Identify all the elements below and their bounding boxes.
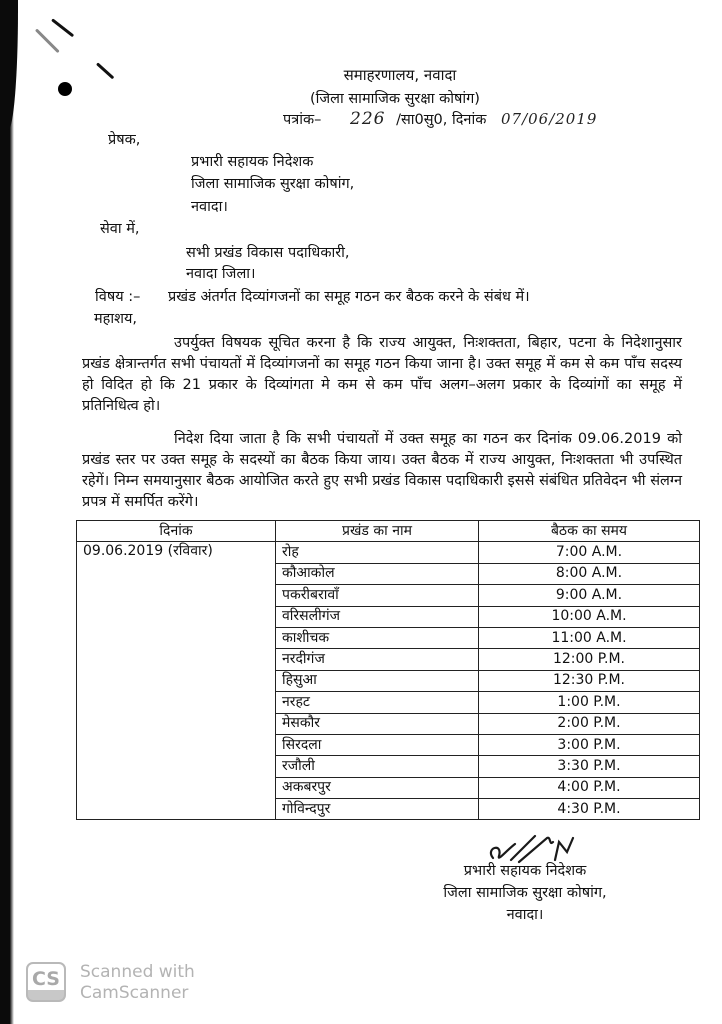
sender-label: प्रेषक, [108, 132, 141, 148]
block-name-cell: कौआकोल [276, 563, 479, 584]
block-name-cell: अकबरपुर [276, 777, 479, 798]
column-header-time: बैठक का समय [479, 521, 700, 542]
meeting-time-cell: 4:00 P.M. [479, 777, 700, 798]
block-name-cell: हिसुआ [276, 670, 479, 691]
table-header-row [77, 521, 700, 542]
block-name-cell: गोविन्दपुर [276, 799, 479, 820]
meeting-time-cell: 3:00 P.M. [479, 734, 700, 755]
subject-text: प्रखंड अंतर्गत दिव्यांगजनों का समूह गठन कर बैठक करने के संबंध में। [168, 289, 530, 305]
meeting-time-cell: 2:00 P.M. [479, 713, 700, 734]
scan-edge-shadow-top [0, 0, 18, 130]
recipient-label: सेवा में, [100, 221, 140, 237]
meeting-schedule-table [76, 520, 700, 820]
date-cell: 09.06.2019 (रविवार) [77, 542, 276, 820]
camscanner-logo-text: CS [32, 968, 60, 990]
block-name-cell: नरहट [276, 692, 479, 713]
signatory-line: नवादा। [506, 907, 544, 923]
paragraph-text: उपर्युक्त विषयक सूचित करना है कि राज्य आयुक्त, निःशक्तता, बिहार, पटना के निदेशानुसार प्रखंड क्षेत्रान्तर्गत सभी पंचायतों में दिव्यांगजनों का समूह गठन किया जाना है। उक्त समूह में कम से कम पाँच सदस्य हो विदित हो कि 21 प्रकार के दिव्यांगता मे कम से कम पाँच अलग–अलग प्रकार के दिव्यांगों का समूह में प्रतिनिधित्व हो। [82, 335, 682, 414]
meeting-time-cell: 1:00 P.M. [479, 692, 700, 713]
meeting-time-cell: 3:30 P.M. [479, 756, 700, 777]
meeting-time-cell: 7:00 A.M. [479, 542, 700, 563]
table-row [77, 542, 700, 563]
meeting-time-cell: 12:30 P.M. [479, 670, 700, 691]
body-paragraph [82, 333, 682, 417]
block-name-cell: नरदीगंज [276, 649, 479, 670]
table-body [77, 542, 700, 820]
sender-line: जिला सामाजिक सुरक्षा कोषांग, [191, 176, 355, 192]
recipient-line: सभी प्रखंड विकास पदाधिकारी, [186, 245, 350, 261]
block-name-cell: मेसकौर [276, 713, 479, 734]
block-name-cell: रजौली [276, 756, 479, 777]
letter-suffix: /सा0सु0, दिनांक [396, 112, 487, 128]
signatory-line: जिला सामाजिक सुरक्षा कोषांग, [443, 885, 607, 901]
scan-edge-shadow [0, 0, 14, 1024]
block-name-cell: वरिसलीगंज [276, 606, 479, 627]
block-name-cell: काशीचक [276, 627, 479, 648]
block-name-cell: पकरीबरावाँ [276, 585, 479, 606]
paragraph-text: निदेश दिया जाता है कि सभी पंचायतों में उक्त समूह का गठन कर दिनांक 09.06.2019 को प्रखंड स्तर पर उक्त समूह के सदस्यों का बैठक किया जाय। उक्त बैठक में राज्य आयुक्त, निःशक्तता भी उपस्थित रहेगें। निम्न समयानुसार बैठक आयोजित करते हुए सभी प्रखंड विकास पदाधिकारी इससे संबंधित प्रतिवेदन भी संलग्न प्रपत्र में समर्पित करेंगे। [82, 431, 682, 510]
scan-mark [51, 18, 74, 37]
meeting-time-cell: 4:30 P.M. [479, 799, 700, 820]
camscanner-watermark [80, 962, 195, 1004]
letter-number: 226 [350, 109, 386, 129]
watermark-line: CamScanner [80, 983, 189, 1003]
meeting-time-cell: 11:00 A.M. [479, 627, 700, 648]
subject-label: विषय :– [95, 289, 141, 305]
signatory-line: प्रभारी सहायक निदेशक [463, 863, 587, 879]
block-name-cell: सिरदला [276, 734, 479, 755]
block-name-cell: रोह [276, 542, 479, 563]
sender-line: प्रभारी सहायक निदेशक [191, 154, 314, 170]
meeting-time-cell: 12:00 P.M. [479, 649, 700, 670]
scan-mark [35, 28, 60, 53]
camscanner-logo-icon [26, 962, 66, 1002]
letter-date: 07/06/2019 [500, 110, 598, 128]
recipient-line: नवादा जिला। [186, 266, 256, 282]
body-paragraph [82, 429, 682, 513]
scan-mark [96, 62, 114, 79]
department-title: (जिला सामाजिक सुरक्षा कोषांग) [310, 91, 480, 107]
punch-hole [58, 82, 72, 96]
meeting-time-cell: 8:00 A.M. [479, 563, 700, 584]
meeting-time-cell: 10:00 A.M. [479, 606, 700, 627]
office-title: समाहरणालय, नवादा [343, 66, 457, 84]
watermark-line: Scanned with [80, 962, 195, 982]
column-header-block: प्रखंड का नाम [276, 521, 479, 542]
letter-number-line [283, 110, 597, 129]
column-header-date: दिनांक [77, 521, 276, 542]
salutation: महाशय, [94, 311, 138, 327]
letter-number-label: पत्रांक– [283, 112, 322, 128]
meeting-time-cell: 9:00 A.M. [479, 585, 700, 606]
sender-line: नवादा। [191, 199, 228, 215]
